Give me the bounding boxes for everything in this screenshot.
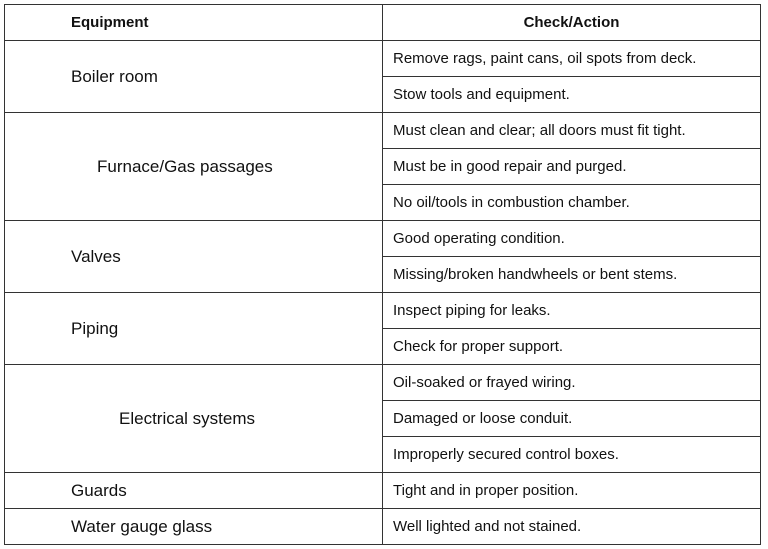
action-cell: Stow tools and equipment.: [383, 77, 761, 113]
action-cell: Must clean and clear; all doors must fit tight.: [383, 113, 761, 149]
action-cell: Inspect piping for leaks.: [383, 293, 761, 329]
table-row: [5, 509, 761, 545]
action-cell: Tight and in proper position.: [383, 473, 761, 509]
equipment-cell: Boiler room: [5, 41, 383, 113]
table-row: [5, 365, 761, 401]
equipment-cell: Valves: [5, 221, 383, 293]
header-check-action: Check/Action: [383, 5, 761, 41]
action-cell: No oil/tools in combustion chamber.: [383, 185, 761, 221]
action-cell: Remove rags, paint cans, oil spots from deck.: [383, 41, 761, 77]
action-cell: Damaged or loose conduit.: [383, 401, 761, 437]
equipment-cell: Piping: [5, 293, 383, 365]
header-equipment: Equipment: [5, 5, 383, 41]
action-cell: Check for proper support.: [383, 329, 761, 365]
table-row: [5, 293, 761, 329]
equipment-cell: Electrical systems: [5, 365, 383, 473]
table-row: [5, 41, 761, 77]
action-cell: Missing/broken handwheels or bent stems.: [383, 257, 761, 293]
equipment-cell: Guards: [5, 473, 383, 509]
table-row: [5, 221, 761, 257]
action-cell: Good operating condition.: [383, 221, 761, 257]
table-row: [5, 473, 761, 509]
action-cell: Oil-soaked or frayed wiring.: [383, 365, 761, 401]
equipment-checklist-table: [4, 4, 761, 545]
action-cell: Improperly secured control boxes.: [383, 437, 761, 473]
action-cell: Must be in good repair and purged.: [383, 149, 761, 185]
table-row: [5, 113, 761, 149]
equipment-cell: Furnace/Gas passages: [5, 113, 383, 221]
action-cell: Well lighted and not stained.: [383, 509, 761, 545]
equipment-cell: Water gauge glass: [5, 509, 383, 545]
header-row: [5, 5, 761, 41]
